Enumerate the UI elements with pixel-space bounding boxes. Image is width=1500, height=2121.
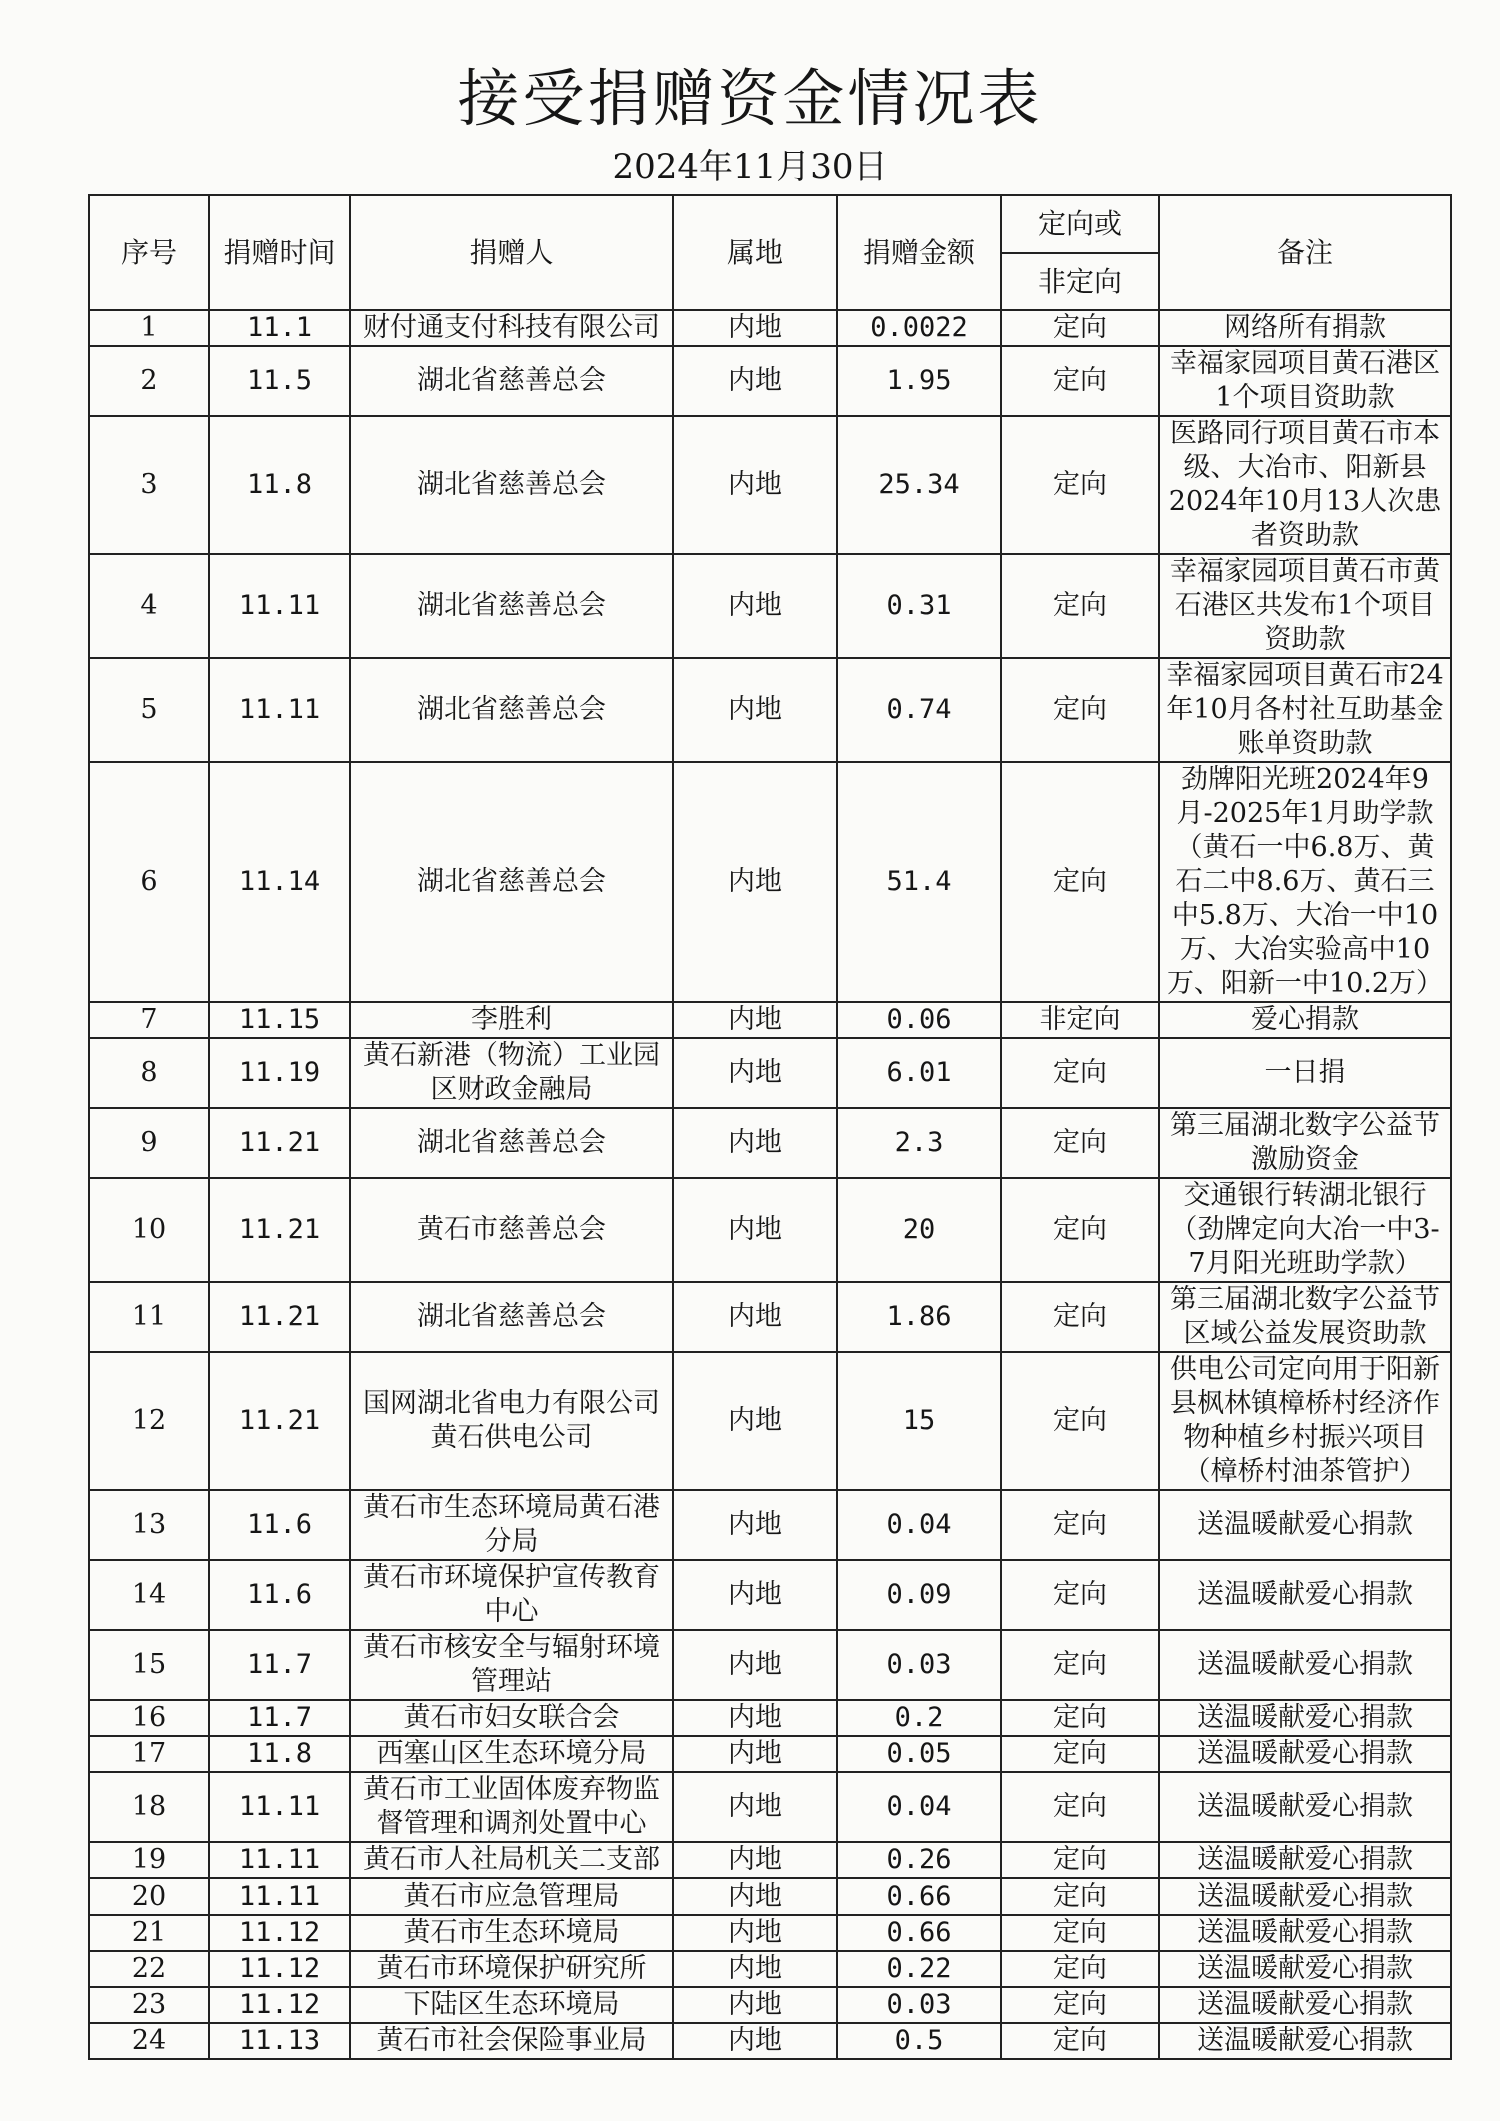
cell-time: 11.11: [209, 658, 350, 762]
cell-seq: 5: [89, 658, 209, 762]
cell-region: 内地: [673, 1038, 837, 1108]
cell-time: 11.11: [209, 1772, 350, 1842]
cell-donor: 湖北省慈善总会: [350, 1108, 673, 1178]
cell-remark: 送温暖献爱心捐款: [1159, 1736, 1451, 1772]
header-row-top: [89, 195, 1451, 253]
cell-type: 定向: [1001, 1915, 1159, 1951]
header-type-top: 定向或: [1001, 195, 1159, 253]
cell-donor: 国网湖北省电力有限公司黄石供电公司: [350, 1352, 673, 1490]
cell-remark: 送温暖献爱心捐款: [1159, 1630, 1451, 1700]
cell-time: 11.5: [209, 346, 350, 416]
cell-donor: 黄石市生态环境局黄石港分局: [350, 1490, 673, 1560]
header-remark: 备注: [1159, 195, 1451, 310]
cell-remark: 医路同行项目黄石市本级、大冶市、阳新县2024年10月13人次患者资助款: [1159, 416, 1451, 554]
cell-region: 内地: [673, 1490, 837, 1560]
cell-time: 11.14: [209, 762, 350, 1002]
cell-region: 内地: [673, 1736, 837, 1772]
cell-donor: 财付通支付科技有限公司: [350, 310, 673, 346]
cell-region: 内地: [673, 1560, 837, 1630]
cell-region: 内地: [673, 658, 837, 762]
cell-remark: 幸福家园项目黄石港区1个项目资助款: [1159, 346, 1451, 416]
cell-seq: 10: [89, 1178, 209, 1282]
cell-time: 11.7: [209, 1700, 350, 1736]
cell-donor: 黄石市环境保护宣传教育中心: [350, 1560, 673, 1630]
cell-seq: 7: [89, 1002, 209, 1038]
cell-time: 11.13: [209, 2023, 350, 2059]
cell-region: 内地: [673, 1108, 837, 1178]
cell-time: 11.12: [209, 1987, 350, 2023]
cell-remark: 送温暖献爱心捐款: [1159, 1915, 1451, 1951]
cell-time: 11.19: [209, 1038, 350, 1108]
cell-amount: 0.09: [837, 1560, 1001, 1630]
cell-seq: 18: [89, 1772, 209, 1842]
cell-time: 11.6: [209, 1490, 350, 1560]
cell-region: 内地: [673, 1178, 837, 1282]
cell-remark: 第三届湖北数字公益节激励资金: [1159, 1108, 1451, 1178]
table-row: [89, 658, 1451, 762]
table-row: [89, 1772, 1451, 1842]
cell-type: 定向: [1001, 1560, 1159, 1630]
cell-donor: 黄石市应急管理局: [350, 1878, 673, 1915]
cell-time: 11.12: [209, 1915, 350, 1951]
cell-donor: 湖北省慈善总会: [350, 416, 673, 554]
cell-seq: 17: [89, 1736, 209, 1772]
cell-amount: 0.22: [837, 1951, 1001, 1987]
cell-type: 定向: [1001, 1178, 1159, 1282]
cell-donor: 下陆区生态环境局: [350, 1987, 673, 2023]
cell-seq: 4: [89, 554, 209, 658]
header-donor: 捐赠人: [350, 195, 673, 310]
table-row: [89, 1282, 1451, 1352]
cell-region: 内地: [673, 1987, 837, 2023]
cell-remark: 送温暖献爱心捐款: [1159, 1951, 1451, 1987]
cell-donor: 湖北省慈善总会: [350, 554, 673, 658]
table-row: [89, 1987, 1451, 2023]
cell-time: 11.8: [209, 1736, 350, 1772]
cell-type: 非定向: [1001, 1002, 1159, 1038]
cell-type: 定向: [1001, 1630, 1159, 1700]
cell-region: 内地: [673, 1282, 837, 1352]
cell-type: 定向: [1001, 1108, 1159, 1178]
cell-remark: 幸福家园项目黄石市24年10月各村社互助基金账单资助款: [1159, 658, 1451, 762]
cell-amount: 0.31: [837, 554, 1001, 658]
cell-seq: 16: [89, 1700, 209, 1736]
table-row: [89, 416, 1451, 554]
cell-amount: 0.74: [837, 658, 1001, 762]
cell-type: 定向: [1001, 1352, 1159, 1490]
cell-type: 定向: [1001, 1842, 1159, 1878]
cell-seq: 1: [89, 310, 209, 346]
table-row: [89, 310, 1451, 346]
table-row: [89, 1630, 1451, 1700]
table-row: [89, 762, 1451, 1002]
cell-amount: 0.66: [837, 1878, 1001, 1915]
cell-type: 定向: [1001, 1987, 1159, 2023]
cell-region: 内地: [673, 1352, 837, 1490]
cell-region: 内地: [673, 310, 837, 346]
cell-region: 内地: [673, 1842, 837, 1878]
cell-remark: 送温暖献爱心捐款: [1159, 2023, 1451, 2059]
cell-donor: 黄石市妇女联合会: [350, 1700, 673, 1736]
cell-seq: 14: [89, 1560, 209, 1630]
cell-time: 11.21: [209, 1108, 350, 1178]
header-amount: 捐赠金额: [837, 195, 1001, 310]
cell-seq: 11: [89, 1282, 209, 1352]
cell-type: 定向: [1001, 658, 1159, 762]
cell-amount: 0.26: [837, 1842, 1001, 1878]
cell-region: 内地: [673, 1772, 837, 1842]
cell-remark: 供电公司定向用于阳新县枫林镇樟桥村经济作物种植乡村振兴项目（樟桥村油茶管护）: [1159, 1352, 1451, 1490]
cell-amount: 0.04: [837, 1490, 1001, 1560]
cell-donor: 湖北省慈善总会: [350, 346, 673, 416]
cell-type: 定向: [1001, 1736, 1159, 1772]
donation-table: [88, 194, 1452, 2060]
cell-amount: 0.2: [837, 1700, 1001, 1736]
cell-region: 内地: [673, 1915, 837, 1951]
header-time: 捐赠时间: [209, 195, 350, 310]
cell-region: 内地: [673, 1630, 837, 1700]
cell-remark: 送温暖献爱心捐款: [1159, 1490, 1451, 1560]
cell-region: 内地: [673, 762, 837, 1002]
table-row: [89, 1951, 1451, 1987]
cell-seq: 21: [89, 1915, 209, 1951]
cell-time: 11.21: [209, 1178, 350, 1282]
cell-remark: 送温暖献爱心捐款: [1159, 1772, 1451, 1842]
cell-type: 定向: [1001, 554, 1159, 658]
cell-remark: 送温暖献爱心捐款: [1159, 1987, 1451, 2023]
cell-seq: 20: [89, 1878, 209, 1915]
cell-type: 定向: [1001, 762, 1159, 1002]
cell-amount: 25.34: [837, 416, 1001, 554]
cell-type: 定向: [1001, 1282, 1159, 1352]
cell-seq: 19: [89, 1842, 209, 1878]
cell-donor: 湖北省慈善总会: [350, 658, 673, 762]
cell-seq: 6: [89, 762, 209, 1002]
document-date: 2024年11月30日: [612, 147, 888, 187]
cell-region: 内地: [673, 554, 837, 658]
table-body: [89, 310, 1451, 2059]
document-title: 接受捐赠资金情况表: [457, 62, 1043, 135]
cell-donor: 李胜利: [350, 1002, 673, 1038]
cell-seq: 24: [89, 2023, 209, 2059]
cell-remark: 送温暖献爱心捐款: [1159, 1842, 1451, 1878]
cell-donor: 黄石市生态环境局: [350, 1915, 673, 1951]
cell-seq: 12: [89, 1352, 209, 1490]
cell-type: 定向: [1001, 1038, 1159, 1108]
cell-remark: 爱心捐款: [1159, 1002, 1451, 1038]
cell-seq: 13: [89, 1490, 209, 1560]
table-row: [89, 1352, 1451, 1490]
table-row: [89, 1915, 1451, 1951]
cell-amount: 1.86: [837, 1282, 1001, 1352]
cell-remark: 网络所有捐款: [1159, 310, 1451, 346]
cell-type: 定向: [1001, 346, 1159, 416]
cell-donor: 黄石市工业固体废弃物监督管理和调剂处置中心: [350, 1772, 673, 1842]
cell-type: 定向: [1001, 1700, 1159, 1736]
cell-time: 11.11: [209, 1878, 350, 1915]
cell-seq: 8: [89, 1038, 209, 1108]
cell-remark: 第三届湖北数字公益节区域公益发展资助款: [1159, 1282, 1451, 1352]
cell-region: 内地: [673, 1951, 837, 1987]
cell-seq: 9: [89, 1108, 209, 1178]
cell-seq: 3: [89, 416, 209, 554]
cell-seq: 23: [89, 1987, 209, 2023]
cell-remark: 交通银行转湖北银行（劲牌定向大冶一中3-7月阳光班助学款）: [1159, 1178, 1451, 1282]
cell-region: 内地: [673, 1700, 837, 1736]
cell-seq: 15: [89, 1630, 209, 1700]
table-row: [89, 1108, 1451, 1178]
cell-time: 11.7: [209, 1630, 350, 1700]
cell-remark: 送温暖献爱心捐款: [1159, 1700, 1451, 1736]
cell-type: 定向: [1001, 1878, 1159, 1915]
cell-time: 11.21: [209, 1282, 350, 1352]
cell-time: 11.1: [209, 310, 350, 346]
cell-region: 内地: [673, 1878, 837, 1915]
cell-amount: 0.66: [837, 1915, 1001, 1951]
cell-donor: 黄石市慈善总会: [350, 1178, 673, 1282]
cell-time: 11.11: [209, 554, 350, 658]
cell-region: 内地: [673, 416, 837, 554]
cell-remark: 一日捐: [1159, 1038, 1451, 1108]
cell-amount: 0.06: [837, 1002, 1001, 1038]
table-row: [89, 1700, 1451, 1736]
table-row: [89, 1560, 1451, 1630]
cell-time: 11.11: [209, 1842, 350, 1878]
cell-type: 定向: [1001, 310, 1159, 346]
cell-time: 11.6: [209, 1560, 350, 1630]
cell-amount: 51.4: [837, 762, 1001, 1002]
cell-region: 内地: [673, 346, 837, 416]
cell-donor: 西塞山区生态环境分局: [350, 1736, 673, 1772]
table-row: [89, 1736, 1451, 1772]
table-row: [89, 1178, 1451, 1282]
cell-donor: 黄石市人社局机关二支部: [350, 1842, 673, 1878]
cell-amount: 0.5: [837, 2023, 1001, 2059]
cell-amount: 2.3: [837, 1108, 1001, 1178]
table-row: [89, 1842, 1451, 1878]
cell-donor: 黄石市社会保险事业局: [350, 2023, 673, 2059]
cell-type: 定向: [1001, 416, 1159, 554]
cell-donor: 黄石市环境保护研究所: [350, 1951, 673, 1987]
cell-type: 定向: [1001, 1772, 1159, 1842]
table-row: [89, 1878, 1451, 1915]
cell-donor: 黄石市核安全与辐射环境管理站: [350, 1630, 673, 1700]
cell-amount: 0.04: [837, 1772, 1001, 1842]
cell-amount: 6.01: [837, 1038, 1001, 1108]
cell-remark: 劲牌阳光班2024年9月-2025年1月助学款（黄石一中6.8万、黄石二中8.6万、黄石三中5.8万、大冶一中10万、大冶实验高中10万、阳新一中10.2万）: [1159, 762, 1451, 1002]
cell-type: 定向: [1001, 1951, 1159, 1987]
cell-donor: 黄石新港（物流）工业园区财政金融局: [350, 1038, 673, 1108]
table-row: [89, 1038, 1451, 1108]
cell-time: 11.12: [209, 1951, 350, 1987]
cell-region: 内地: [673, 2023, 837, 2059]
cell-amount: 0.03: [837, 1987, 1001, 2023]
header-type-bottom: 非定向: [1001, 253, 1159, 310]
cell-seq: 2: [89, 346, 209, 416]
table-row: [89, 2023, 1451, 2059]
cell-amount: 1.95: [837, 346, 1001, 416]
cell-type: 定向: [1001, 1490, 1159, 1560]
table-row: [89, 346, 1451, 416]
header-seq: 序号: [89, 195, 209, 310]
cell-type: 定向: [1001, 2023, 1159, 2059]
header-region: 属地: [673, 195, 837, 310]
cell-amount: 15: [837, 1352, 1001, 1490]
cell-donor: 湖北省慈善总会: [350, 762, 673, 1002]
cell-remark: 送温暖献爱心捐款: [1159, 1878, 1451, 1915]
cell-amount: 20: [837, 1178, 1001, 1282]
table-row: [89, 1490, 1451, 1560]
cell-region: 内地: [673, 1002, 837, 1038]
table-row: [89, 1002, 1451, 1038]
table-row: [89, 554, 1451, 658]
cell-remark: 送温暖献爱心捐款: [1159, 1560, 1451, 1630]
cell-seq: 22: [89, 1951, 209, 1987]
cell-time: 11.15: [209, 1002, 350, 1038]
cell-amount: 0.05: [837, 1736, 1001, 1772]
cell-donor: 湖北省慈善总会: [350, 1282, 673, 1352]
cell-amount: 0.0022: [837, 310, 1001, 346]
cell-amount: 0.03: [837, 1630, 1001, 1700]
cell-remark: 幸福家园项目黄石市黄石港区共发布1个项目资助款: [1159, 554, 1451, 658]
cell-time: 11.21: [209, 1352, 350, 1490]
cell-time: 11.8: [209, 416, 350, 554]
